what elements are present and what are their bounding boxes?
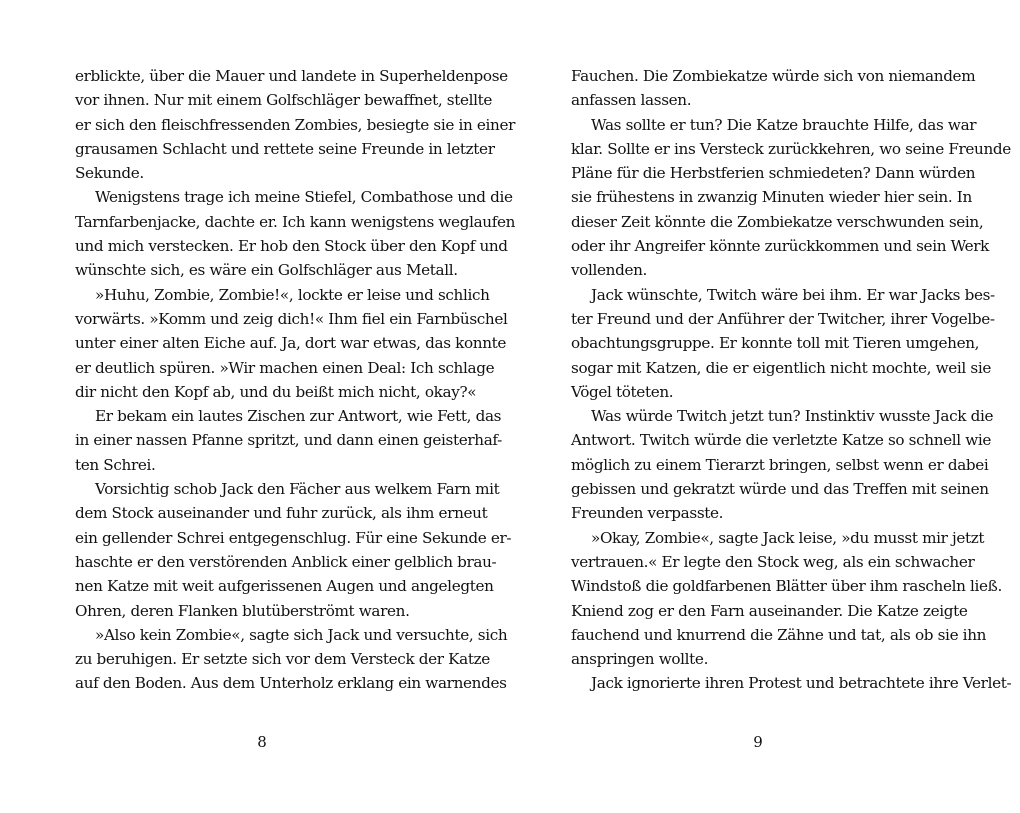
text-line: Jack ignorierte ihren Protest und betrachtete ihre Verlet- [591, 674, 1012, 693]
text-line: Fauchen. Die Zombiekatze würde sich von niemandem [571, 67, 976, 85]
text-line: fauchend und knurrend die Zähne und tat, als ob sie ihn [571, 625, 987, 644]
text-line: Jack wünschte, Twitch wäre bei ihm. Er war Jacks bes- [591, 285, 995, 304]
text-line: gebissen und gekratzt würde und das Treffen mit seinen [571, 480, 989, 499]
text-line: Antwort. Twitch würde die verletzte Katze so schnell wie [571, 431, 992, 450]
text-line: auf den Boden. Aus dem Unterholz erklang ein warnendes [75, 674, 507, 693]
text-line: Sekunde. [75, 164, 144, 183]
text-line: Er bekam ein lautes Zischen zur Antwort, wie Fett, das [95, 407, 502, 426]
text-line: vollenden. [571, 261, 648, 280]
text-line: dir nicht den Kopf ab, und du beißt mich nicht, okay?« [75, 382, 477, 401]
text-line: er deutlich spüren. »Wir machen einen Deal: Ich schlage [75, 358, 495, 377]
text-line: klar. Sollte er ins Versteck zurückkehren, wo seine Freunde [571, 139, 1011, 158]
text-line: zu beruhigen. Er setzte sich vor dem Versteck der Katze [75, 650, 490, 669]
text-line: haschte er den verstörenden Anblick einer gelblich brau- [75, 552, 497, 571]
text-line: Vögel töteten. [571, 382, 674, 401]
text-line: grausamen Schlacht und rettete seine Freunde in letzter [75, 139, 495, 158]
text-line: Wenigstens trage ich meine Stiefel, Combathose und die [95, 188, 513, 207]
text-line: anspringen wollte. [571, 650, 709, 669]
text-line: Was würde Twitch jetzt tun? Instinktiv wusste Jack die [591, 407, 994, 426]
text-line: Tarnfarbenjacke, dachte er. Ich kann wenigstens weglaufen [75, 212, 516, 231]
text-line: nen Katze mit weit aufgerissenen Augen und angelegten [75, 577, 494, 596]
text-line: Kniend zog er den Farn auseinander. Die Katze zeigte [571, 601, 968, 620]
text-line: sie frühestens in zwanzig Minuten wieder hier sein. In [571, 188, 972, 207]
text-line: ten Schrei. [75, 455, 156, 474]
text-line: »Also kein Zombie«, sagte sich Jack und versuchte, sich [95, 625, 508, 644]
text-line: ter Freund und der Anführer der Twitcher, ihrer Vogelbe- [571, 309, 995, 328]
text-line: obachtungsgruppe. Er konnte toll mit Tieren umgehen, [571, 334, 980, 353]
text-line: anfassen lassen. [571, 91, 692, 110]
left-page-number: 8 [257, 733, 267, 751]
text-line: vertrauen.« Er legte den Stock weg, als ein schwacher [571, 552, 975, 571]
text-line: Freunden verpasste. [571, 504, 724, 523]
text-line: Windstoß die goldfarbenen Blätter über ihm rascheln ließ. [571, 577, 1002, 596]
text-line: vorwärts. »Komm und zeig dich!« Ihm fiel ein Farnbüschel [75, 309, 508, 328]
text-line: »Huhu, Zombie, Zombie!«, lockte er leise und schlich [95, 285, 490, 304]
text-line: dem Stock auseinander und fuhr zurück, als ihm erneut [75, 504, 488, 523]
text-line: er sich den fleischfressenden Zombies, besiegte sie in einer [75, 115, 516, 134]
text-line: und mich verstecken. Er hob den Stock über den Kopf und [75, 237, 508, 256]
text-line: sogar mit Katzen, die er eigentlich nicht mochte, weil sie [571, 358, 991, 377]
text-line: in einer nassen Pfanne spritzt, und dann einen geisterhaf- [75, 431, 502, 450]
text-line: Was sollte er tun? Die Katze brauchte Hilfe, das war [591, 115, 977, 134]
text-line: erblickte, über die Mauer und landete in Superheldenpose [75, 67, 508, 85]
left-page-text [75, 64, 516, 696]
text-line: unter einer alten Eiche auf. Ja, dort war etwas, das konnte [75, 334, 507, 353]
text-line: dieser Zeit könnte die Zombiekatze verschwunden sein, [571, 212, 984, 231]
text-line: »Okay, Zombie«, sagte Jack leise, »du musst mir jetzt [591, 528, 985, 547]
text-line: Ohren, deren Flanken blutüberströmt waren. [75, 601, 410, 620]
text-line: Pläne für die Herbstferien schmiedeten? Dann würden [571, 164, 976, 183]
text-line: Vorsichtig schob Jack den Fächer aus welkem Farn mit [95, 480, 500, 499]
right-page-text [571, 64, 1012, 696]
text-line: vor ihnen. Nur mit einem Golfschläger bewaffnet, stellte [75, 91, 493, 110]
text-line: ein gellender Schrei entgegenschlug. Für eine Sekunde er- [75, 528, 512, 547]
right-page-number: 9 [753, 733, 763, 751]
text-line: möglich zu einem Tierarzt bringen, selbst wenn er dabei [571, 455, 989, 474]
text-line: oder ihr Angreifer könnte zurückkommen und sein Werk [571, 237, 990, 256]
text-line: wünschte sich, es wäre ein Golfschläger aus Metall. [75, 261, 458, 280]
